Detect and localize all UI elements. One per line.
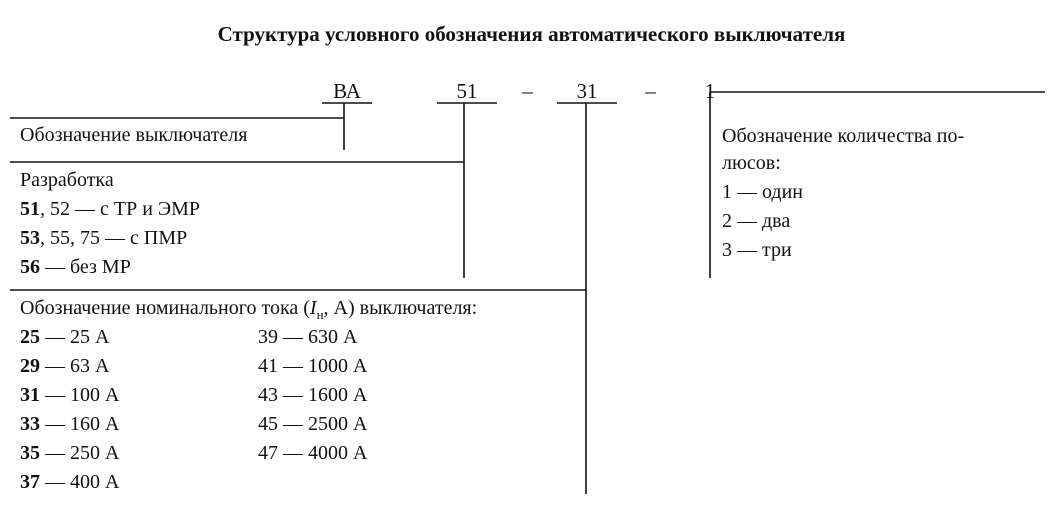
code-value: 51 [20, 198, 40, 220]
code-current: 31 [576, 79, 598, 103]
code-meaning: — 100 А [40, 384, 120, 406]
current-row: 43 — 1600 А [258, 384, 368, 406]
current-row [20, 381, 119, 410]
diagram-title: Структура условного обозначения автоматического выключателя [217, 22, 846, 46]
current-row [20, 352, 109, 381]
current-row: 47 — 4000 А [258, 442, 368, 464]
development-row [20, 195, 200, 224]
code-value: 29 [20, 355, 40, 377]
development-heading: Разработка [20, 169, 114, 191]
development-row [20, 253, 131, 282]
code-development: 51 [456, 79, 478, 103]
code-series: ВА [333, 79, 361, 103]
current-row [20, 468, 119, 497]
code-meaning: — 25 А [40, 326, 110, 348]
current-row [20, 323, 109, 352]
poles-row: 2 — два [722, 210, 791, 232]
current-heading [20, 294, 477, 323]
poles-heading-line-1: Обозначение количества по- [722, 125, 965, 147]
current-heading-start: Обозначение номинального тока ( [20, 297, 310, 319]
code-meaning: , 55, 75 — с ПМР [40, 227, 188, 249]
current-row [20, 410, 119, 439]
development-row [20, 224, 187, 253]
code-value: 56 [20, 256, 40, 278]
current-subscript: н [316, 307, 324, 322]
code-value: 31 [20, 384, 40, 406]
code-meaning: — без МР [40, 256, 131, 278]
poles-heading-line-2: люсов: [722, 152, 781, 174]
code-dash-1: – [522, 79, 533, 103]
code-value: 25 [20, 326, 40, 348]
poles-row: 1 — один [722, 181, 804, 203]
code-value: 35 [20, 442, 40, 464]
current-row: 41 — 1000 А [258, 355, 368, 377]
current-symbol: I [309, 297, 317, 319]
current-row: 45 — 2500 А [258, 413, 368, 435]
code-meaning: , 52 — с ТР и ЭМР [40, 198, 201, 220]
current-row [20, 439, 119, 468]
poles-row: 3 — три [722, 239, 792, 261]
code-meaning: — 250 А [40, 442, 120, 464]
code-dash-2: – [645, 79, 656, 103]
code-meaning: — 400 А [40, 471, 120, 493]
current-row: 39 — 630 А [258, 326, 358, 348]
switch-designation-label: Обозначение выключателя [20, 124, 248, 146]
current-heading-end: , А) выключателя: [323, 297, 478, 319]
code-value: 37 [20, 471, 40, 493]
code-poles: 1 [704, 79, 716, 103]
code-value: 53 [20, 227, 40, 249]
code-meaning: — 63 А [40, 355, 110, 377]
code-meaning: — 160 А [40, 413, 120, 435]
code-value: 33 [20, 413, 40, 435]
